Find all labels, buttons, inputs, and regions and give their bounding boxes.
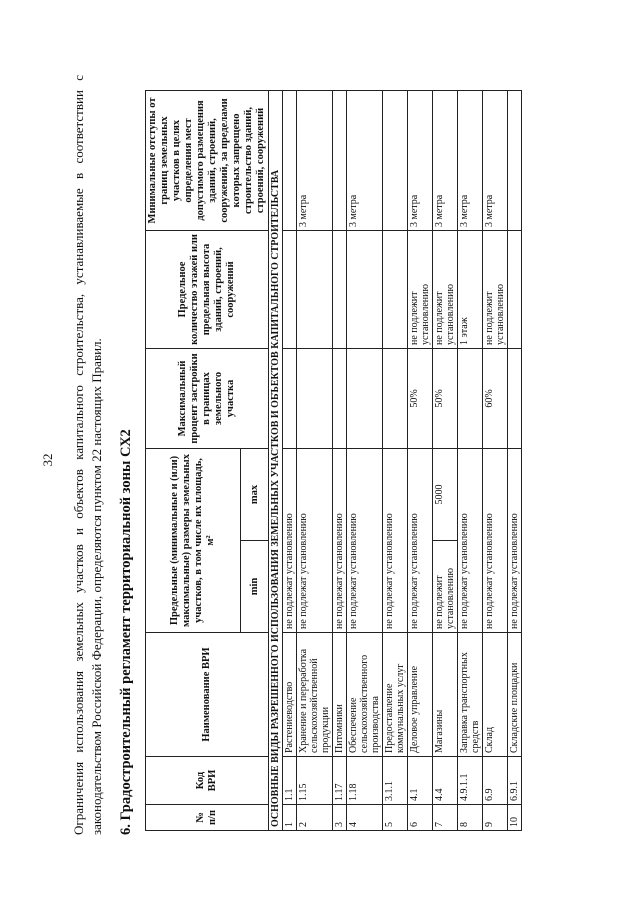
table-row [458,90,483,830]
row-code: 4.4 [433,757,458,805]
header-size: Предельные (минимальные и (или) максимальные) размеры земельных участков, в том числе их площадь, м² [146,448,241,632]
row-floors [508,230,522,348]
header-code: Код ВРИ [146,757,269,805]
row-name: Растениеводство [283,633,297,757]
row-name: Питомники [333,633,347,757]
row-floors [347,230,383,348]
row-code: 4.1 [408,757,433,805]
row-indent: 3 метра [408,90,433,230]
row-percent [383,348,408,448]
row-code: 4.9.1.1 [458,757,483,805]
row-floors: не подлежит установлению [483,230,508,348]
table-row [408,90,433,830]
header-min: min [241,541,269,633]
table-row [333,90,347,830]
row-num: 1 [283,805,297,831]
row-percent: 60% [483,348,508,448]
row-percent: 50% [433,348,458,448]
row-size: не подлежат установлению [347,448,383,632]
table-row [433,90,458,830]
row-indent [283,90,297,230]
row-size: не подлежат установлению [458,448,483,632]
row-name: Складские площадки [508,633,522,757]
table-row [297,90,333,830]
row-num: 4 [347,805,383,831]
table-row [508,90,522,830]
header-floors: Предельное количество этажей или предельная высота зданий, строений, сооружений [146,230,269,348]
header-percent: Максимальный процент застройки в границах земельного участка [146,348,269,448]
row-code: 1.18 [347,757,383,805]
table-row [483,90,508,830]
row-code: 6.9 [483,757,508,805]
row-floors: не подлежит установлению [408,230,433,348]
row-size: не подлежат установлению [297,448,333,632]
row-floors [297,230,333,348]
row-percent [508,348,522,448]
row-indent [383,90,408,230]
row-percent [333,348,347,448]
row-name: Обеспечение сельскохозяйственного производства [347,633,383,757]
row-size: не подлежат установлению [483,448,508,632]
row-floors [283,230,297,348]
row-num: 5 [383,805,408,831]
header-max: max [241,448,269,540]
row-code: 1.17 [333,757,347,805]
table-row [383,90,408,830]
row-indent: 3 метра [483,90,508,230]
row-percent [283,348,297,448]
row-size: не подлежат установлению [333,448,347,632]
row-name: Магазины [433,633,458,757]
intro-paragraph: Ограничения использования земельных участков и объектов капитального строительства, устанавливаемые в соответствии с законодательством Российской Федерации, определяются пунктом 22 настоящих Правил. [71,75,104,835]
row-code: 6.9.1 [508,757,522,805]
row-floors: 1 этаж [458,230,483,348]
row-size: не подлежат установлению [283,448,297,632]
row-size: не подлежат установлению [383,448,408,632]
row-percent: 50% [408,348,433,448]
row-code: 3.1.1 [383,757,408,805]
header-num: № п/п [146,805,269,831]
row-floors: не подлежит установлению [433,230,458,348]
header-name: Наименование ВРИ [146,633,269,757]
section-heading: 6. Градостроительный регламент территориальной зоны СХ2 [118,429,134,835]
header-indent: Минимальные отступы от границ земельных участков в целях определения мест допустимого размещения зданий, строений, сооружений, за пределами которых запрещено строительство зданий, строений, сооружений [146,90,269,230]
section-title: ОСНОВНЫЕ ВИДЫ РАЗРЕШЕННОГО ИСПОЛЬЗОВАНИЯ ЗЕМЕЛЬНЫХ УЧАСТКОВ И ОБЪЕКТОВ КАПИТАЛЬНОГО СТРОИТЕЛЬСТВА [269,90,283,830]
row-indent: 3 метра [297,90,333,230]
row-num: 9 [483,805,508,831]
row-num: 10 [508,805,522,831]
row-indent: 3 метра [347,90,383,230]
row-percent [347,348,383,448]
row-name: Хранение и переработка сельскохозяйственной продукции [297,633,333,757]
row-size-min: не подлежит установлению [433,541,458,633]
row-code: 1.15 [297,757,333,805]
row-num: 3 [333,805,347,831]
row-size: не подлежат установлению [408,448,433,632]
row-num: 7 [433,805,458,831]
row-num: 2 [297,805,333,831]
row-num: 8 [458,805,483,831]
table-row [347,90,383,830]
row-name: Деловое управление [408,633,433,757]
row-code: 1.1 [283,757,297,805]
row-size-max: 5000 [433,448,458,540]
row-name: Заправка транспортных средств [458,633,483,757]
row-percent [458,348,483,448]
regulation-table [145,90,522,831]
rotated-page [40,65,600,855]
row-floors [383,230,408,348]
row-indent [508,90,522,230]
row-size: не подлежат установлению [508,448,522,632]
row-indent: 3 метра [458,90,483,230]
row-indent [333,90,347,230]
row-num: 6 [408,805,433,831]
row-floors [333,230,347,348]
page-number: 32 [40,453,55,467]
row-indent: 3 метра [433,90,458,230]
table-row [283,90,297,830]
row-name: Склад [483,633,508,757]
row-percent [297,348,333,448]
row-name: Предоставление коммунальных услуг [383,633,408,757]
